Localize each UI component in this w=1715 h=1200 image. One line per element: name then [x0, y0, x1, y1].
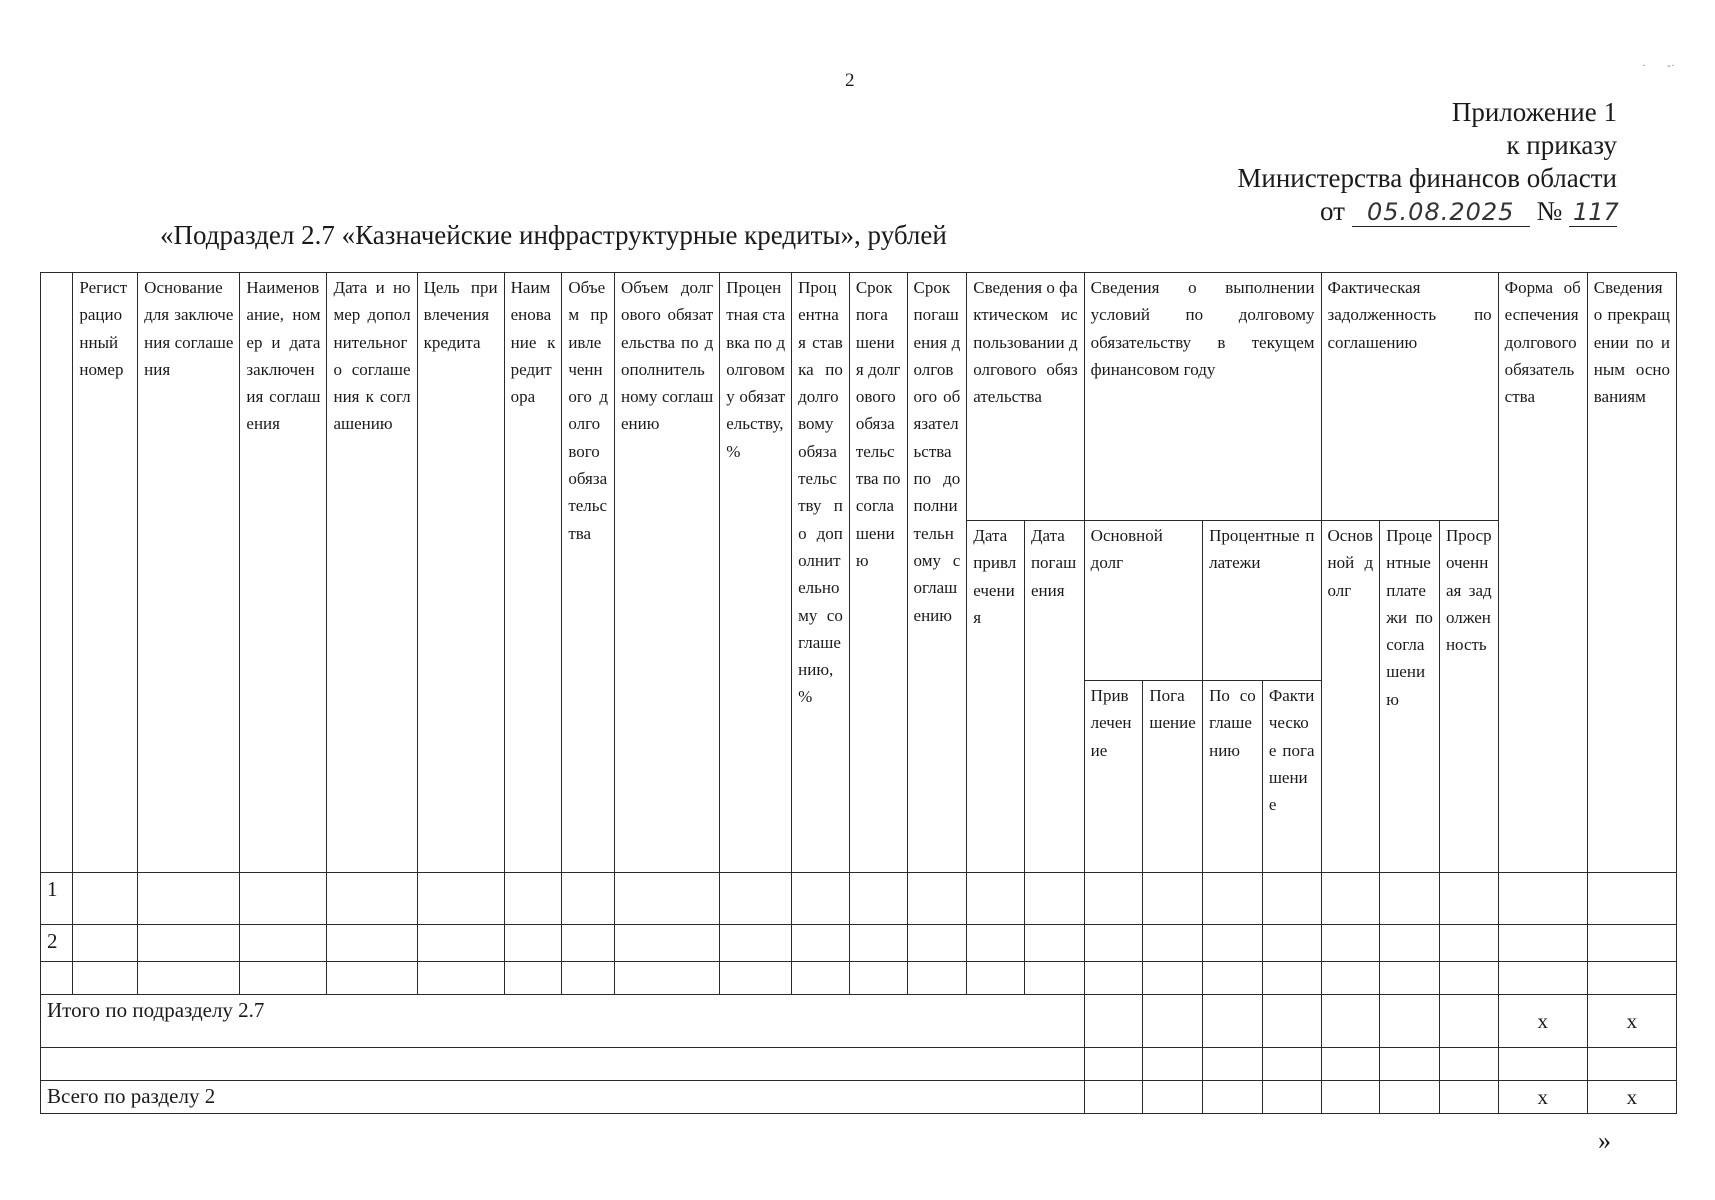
header-volume-supplement: Объем долгового обязательства по дополнительному соглашению [614, 273, 719, 873]
header-supplement-date: Дата и номер дополнительного соглашения к соглашению [327, 273, 417, 873]
page-number: 2 [845, 70, 855, 91]
section-heading: «Подраздел 2.7 «Казначейские инфраструктурные кредиты», рублей [160, 220, 947, 250]
row-number [41, 962, 73, 995]
appendix-title: Приложение 1 [1451, 97, 1617, 127]
header-debt-interest: Процентные платежи по соглашению [1380, 521, 1440, 873]
header-termination: Сведения о прекращении по иным основаниям [1587, 273, 1676, 873]
appendix-block [1017, 96, 1617, 228]
header-interest-by-agreement: По соглашению [1203, 681, 1263, 873]
header-term-supplement: Срок погашения долгового обязательства по дополнительному соглашению [907, 273, 967, 873]
blank-row [41, 1048, 1677, 1081]
appendix-ministry: Министерства финансов области [1237, 163, 1617, 193]
header-actual-use: Сведения о фактическом использовании долгового обязательства [967, 273, 1084, 521]
header-reg-number: Регистрационный номер [73, 273, 138, 873]
table-row [41, 873, 1677, 925]
header-use-date-repayment: Дата погашения [1024, 521, 1084, 873]
header-principal-repayment: Погашение [1143, 681, 1203, 873]
number-label: № [1536, 196, 1563, 226]
header-use-date-attraction: Дата привлечения [967, 521, 1025, 873]
subtotal-row [41, 995, 1677, 1048]
closing-quote: » [1598, 1126, 1611, 1155]
header-purpose: Цель привлечения кредита [417, 273, 504, 873]
total-row [41, 1081, 1677, 1114]
header-creditor: Наименование кредитора [504, 273, 562, 873]
credit-table [40, 272, 1677, 1114]
order-number: 117 [1569, 198, 1617, 227]
order-date-line [1017, 195, 1617, 228]
header-agreement-name: Наименование, номер и дата заключения соглашения [240, 273, 327, 873]
total-security-x: х [1498, 1081, 1587, 1114]
header-debt-principal: Основной долг [1321, 521, 1380, 873]
header-security-form: Форма обеспечения долгового обязательства [1498, 273, 1587, 873]
subtotal-security-x: х [1498, 995, 1587, 1048]
row-number: 2 [41, 925, 73, 962]
table-row [41, 962, 1677, 995]
header-index [41, 273, 73, 873]
header-interest-actual: Фактическое погашение [1262, 681, 1321, 873]
header-debt-overdue: Просроченная задолженность [1439, 521, 1498, 873]
total-label: Всего по разделу 2 [41, 1081, 1085, 1114]
table-row [41, 925, 1677, 962]
header-term-agreement: Срок погашения долгового обязательства по соглашению [849, 273, 907, 873]
row-number: 1 [41, 873, 73, 925]
from-label: от [1320, 196, 1345, 226]
total-termination-x: х [1587, 1081, 1676, 1114]
subtotal-termination-x: х [1587, 995, 1676, 1048]
header-interest-rate-supplement: Процентная ставка по долговому обязательству по дополнительному соглашению, % [792, 273, 850, 873]
header-interest-rate: Процентная ставка по долговому обязательству, % [720, 273, 792, 873]
header-basis: Основание для заключения соглашения [138, 273, 240, 873]
header-volume: Объем привлеченного долгового обязательства [562, 273, 615, 873]
appendix-order: к приказу [1506, 130, 1617, 160]
header-actual-debt: Фактическая задолженность по соглашению [1321, 273, 1498, 521]
scan-artifact: · -· [1642, 58, 1675, 72]
header-interest-payments: Процентные платежи [1203, 521, 1321, 681]
header-principal: Основной долг [1084, 521, 1202, 681]
header-principal-attraction: Привлечение [1084, 681, 1143, 873]
header-execution: Сведения о выполнении условий по долговому обязательству в текущем финансовом году [1084, 273, 1321, 521]
subtotal-label: Итого по подразделу 2.7 [41, 995, 1085, 1048]
order-date: 05.08.2025 [1352, 198, 1530, 227]
